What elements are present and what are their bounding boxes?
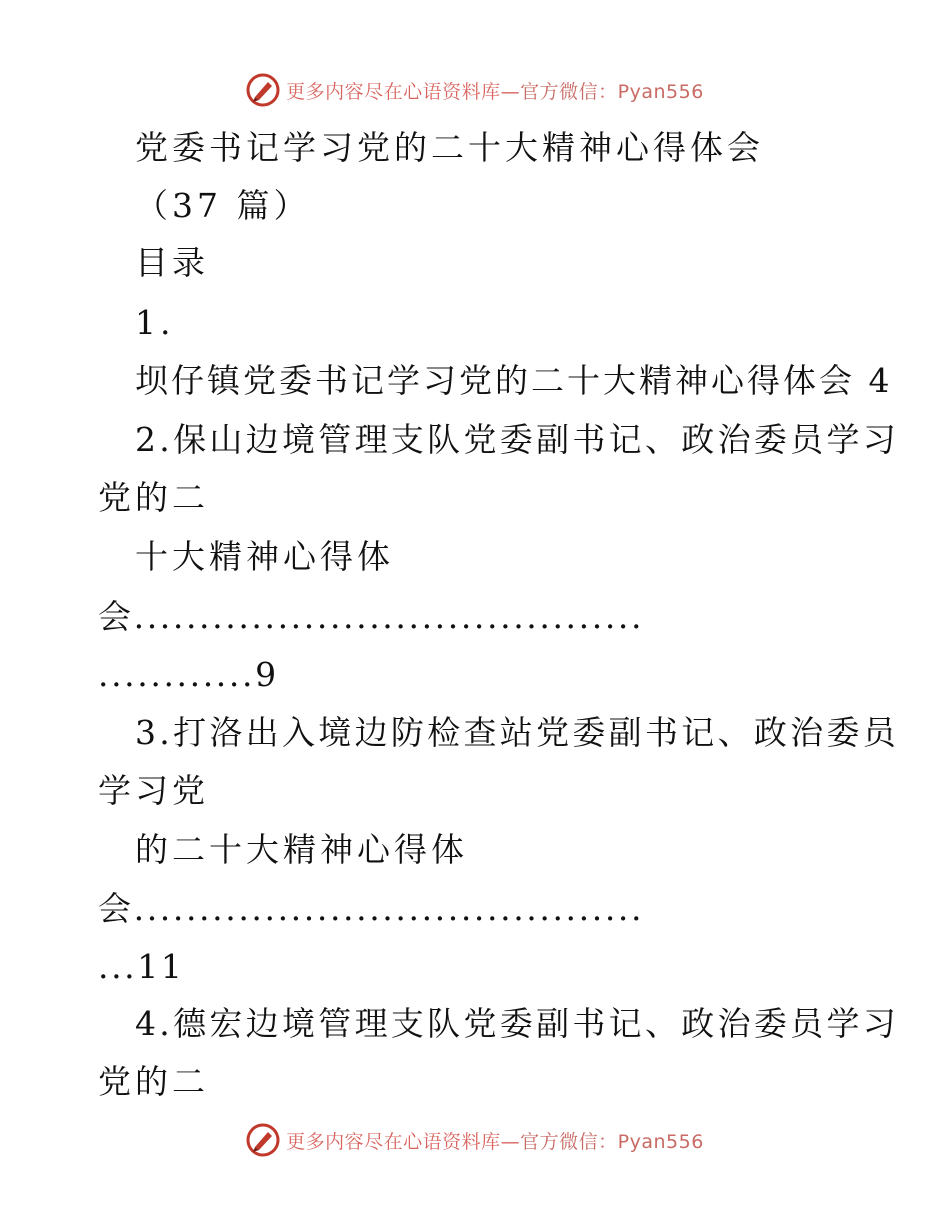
toc-heading: 目录	[135, 243, 209, 282]
footer-watermark	[0, 1118, 950, 1162]
toc-item-3-line-3: 的二十大精神心得体	[135, 830, 468, 869]
toc-item-1-number: 1.	[135, 303, 175, 342]
pen-logo-icon	[246, 73, 280, 107]
article-count: （37 篇）	[135, 186, 311, 225]
toc-item-2-line-3: 十大精神心得体	[135, 537, 394, 576]
toc-item-2-page: ............9	[98, 655, 279, 694]
toc-item-4-line-1: 4.德宏边境管理支队党委副书记、政治委员学习	[135, 1004, 900, 1043]
toc-item-3-leader: 会.......................................	[98, 889, 645, 928]
header-watermark	[0, 68, 950, 112]
pen-logo-icon	[246, 1123, 280, 1157]
doc-title: 党委书记学习党的二十大精神心得体会	[135, 128, 764, 167]
watermark-text: 更多内容尽在心语资料库—官方微信：Pyan556	[286, 1130, 704, 1153]
toc-item-4-line-2: 党的二	[98, 1062, 209, 1101]
toc-item-1-title: 坝仔镇党委书记学习党的二十大精神心得体会 4	[135, 361, 893, 400]
toc-item-3-line-1: 3.打洛出入境边防检查站党委副书记、政治委员	[135, 713, 900, 752]
toc-item-3-page: ...11	[98, 947, 185, 986]
toc-item-2-leader: 会.......................................	[98, 597, 645, 636]
toc-item-2-line-1: 2.保山边境管理支队党委副书记、政治委员学习	[135, 420, 900, 459]
toc-item-3-line-2: 学习党	[98, 771, 209, 810]
toc-item-2-line-2: 党的二	[98, 478, 209, 517]
watermark-text: 更多内容尽在心语资料库—官方微信：Pyan556	[286, 80, 704, 103]
